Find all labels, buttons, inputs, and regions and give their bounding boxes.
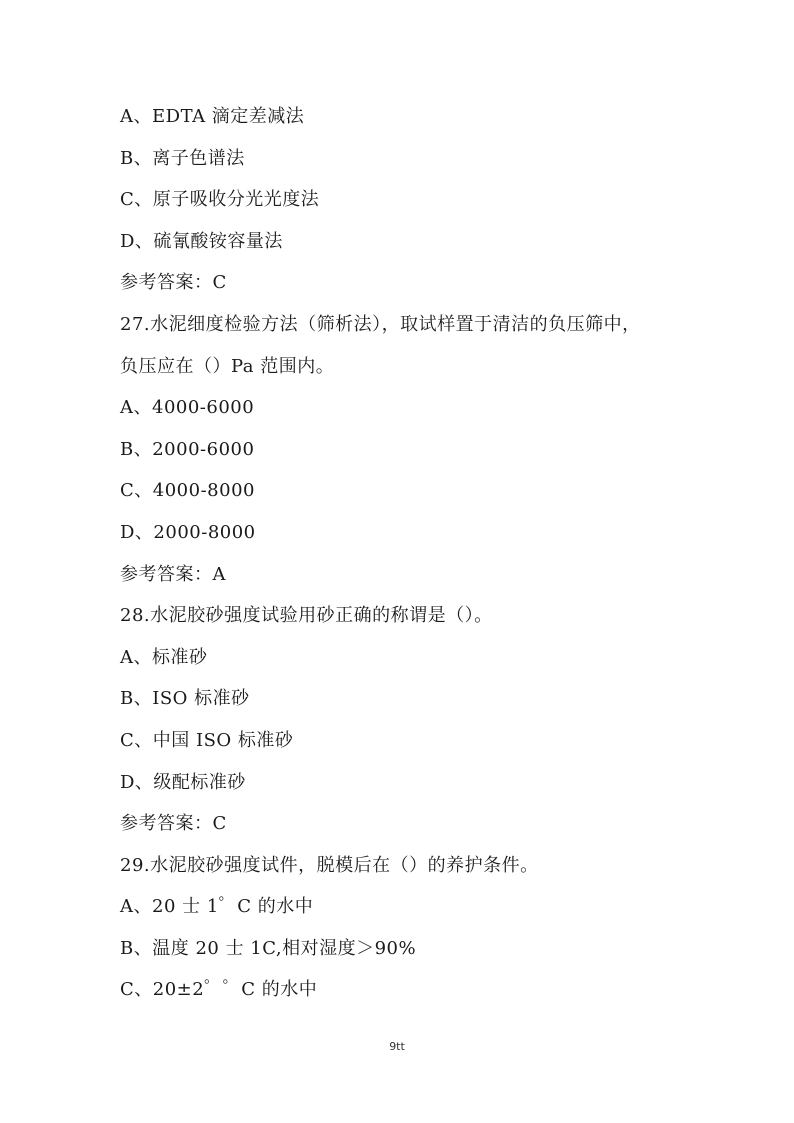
question-28-option-a: A、标准砂 [120, 646, 208, 668]
question-28-option-d: D、级配标准砂 [120, 771, 246, 793]
question-28-option-c: C、中国 ISO 标准砂 [120, 729, 294, 751]
option-d-line: D、硫氰酸铵容量法 [120, 230, 283, 252]
answer-line: 参考答案：C [120, 272, 227, 294]
question-29-option-c: C、20±2゜゜C 的水中 [120, 979, 318, 1001]
page-content [120, 96, 680, 1011]
question-29-line: 29.水泥胶砂强度试件，脱模后在（）的养护条件。 [120, 854, 539, 876]
question-27-option-c: C、4000-8000 [120, 480, 255, 502]
question-29-option-b: B、温度 20 士 1C,相对湿度＞90% [120, 937, 417, 959]
question-28-answer: 参考答案：C [120, 813, 227, 835]
page-number: 9tt [389, 1040, 405, 1053]
question-29-option-a: A、20 士 1゜C 的水中 [120, 896, 314, 918]
question-27-line-1: 27.水泥细度检验方法（筛析法），取试样置于清洁的负压筛中， [120, 313, 641, 335]
question-27-line-2: 负压应在（）Pa 范围内。 [120, 355, 335, 377]
question-27-option-a: A、4000-6000 [120, 397, 255, 419]
question-28-option-b: B、ISO 标准砂 [120, 688, 250, 710]
option-b-line: B、离子色谱法 [120, 147, 245, 169]
option-a-line: A、EDTA 滴定差减法 [120, 106, 305, 127]
question-27-answer: 参考答案：A [120, 563, 226, 585]
question-27-option-d: D、2000-8000 [120, 521, 256, 543]
question-28-line: 28.水泥胶砂强度试验用砂正确的称谓是（）。 [120, 605, 493, 627]
option-c-line: C、原子吸收分光光度法 [120, 189, 320, 211]
question-27-option-b: B、2000-6000 [120, 438, 255, 460]
